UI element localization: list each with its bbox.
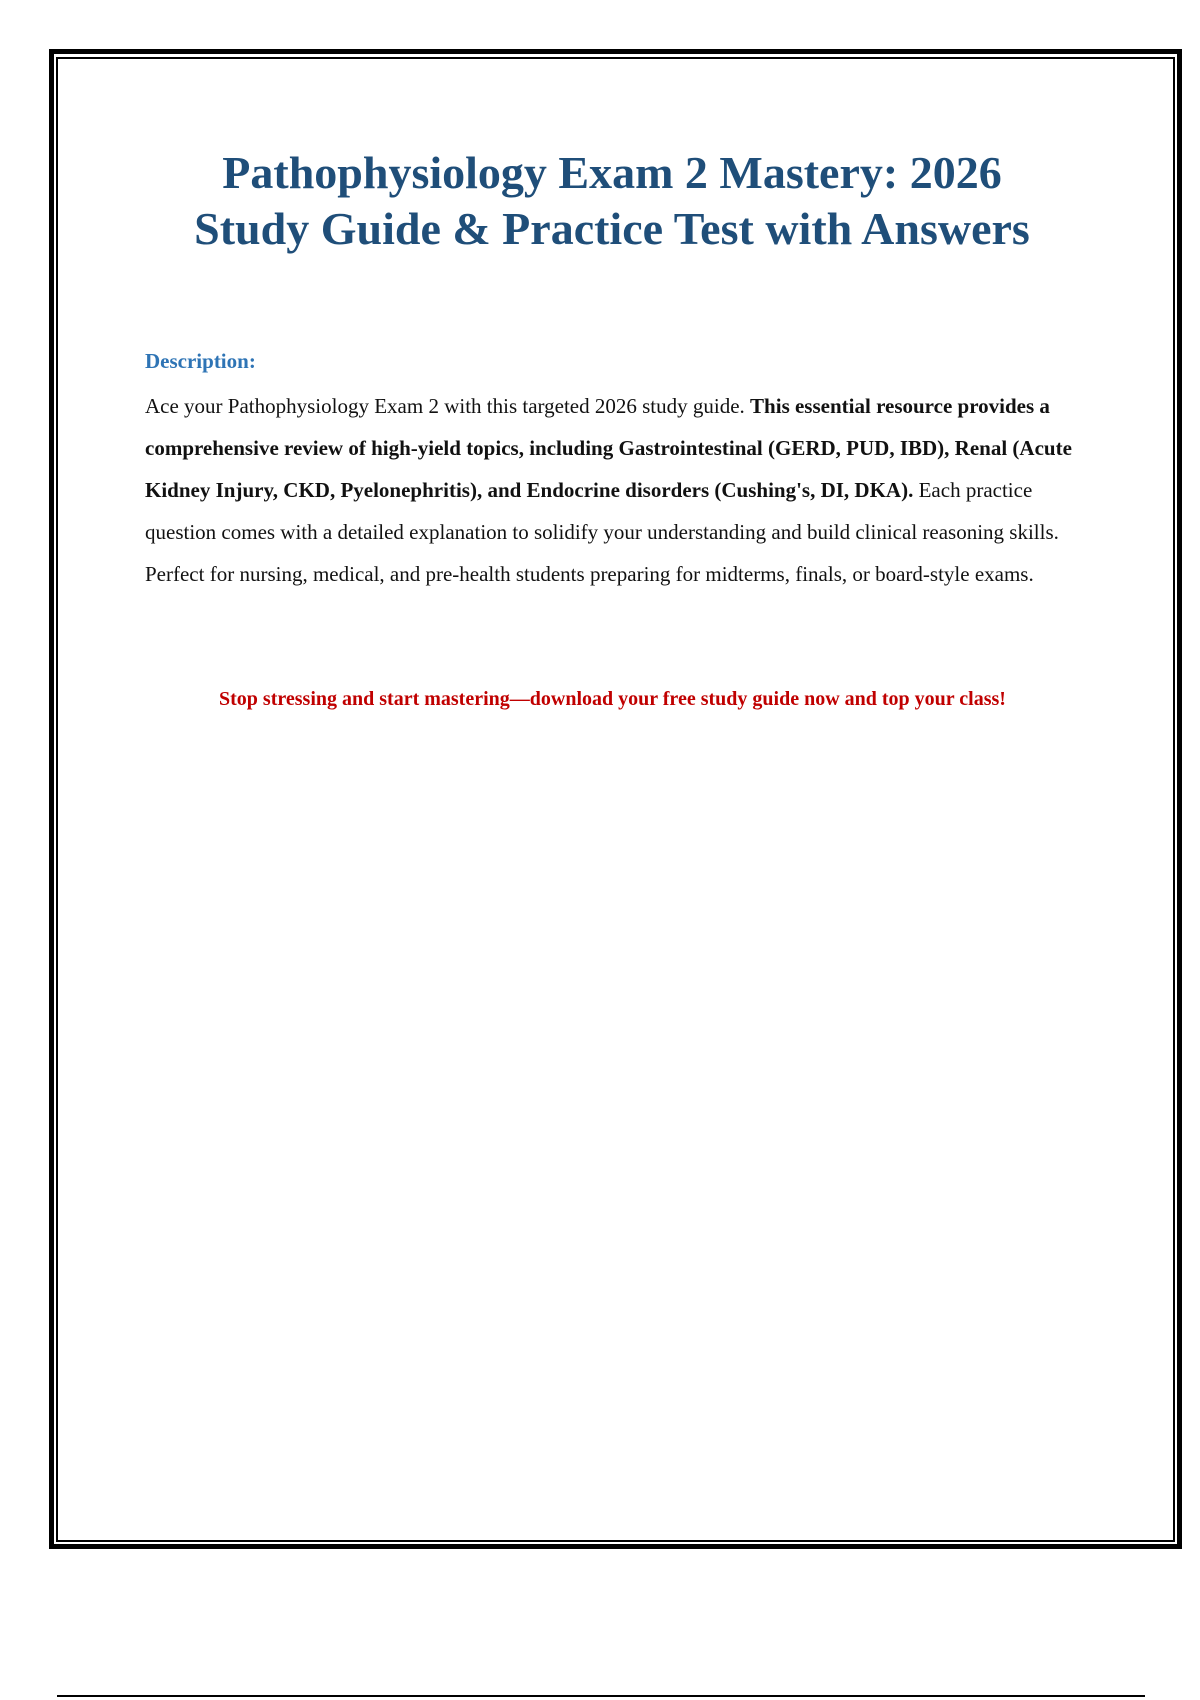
description-label: Description: bbox=[145, 349, 256, 373]
description-intro: Ace your Pathophysiology Exam 2 with this targeted 2026 study guide. bbox=[145, 394, 751, 418]
document-title bbox=[137, 145, 1087, 257]
title-line-1: Pathophysiology Exam 2 Mastery: 2026 bbox=[222, 147, 1002, 198]
title-line-2: Study Guide & Practice Test with Answers bbox=[194, 203, 1030, 254]
description-highlight: This essential resource provides a comprehensive review of high-yield topics, including Gastrointestinal (GERD, PUD, IBD), Renal (Acute Kidney Injury, CKD, Pyelonephritis), and Endocrine disorders (Cushing's, DI, DKA). bbox=[145, 394, 1072, 502]
page-content bbox=[145, 145, 1080, 713]
footer-divider bbox=[57, 1695, 1145, 1697]
description-paragraph bbox=[145, 385, 1080, 595]
description-details: Each practice question comes with a detailed explanation to solidify your understanding and build clinical reasoning skills. Perfect for nursing, medical, and pre-health students preparing for midterms, finals, or board-style exams. bbox=[145, 478, 1059, 586]
call-to-action: Stop stressing and start mastering—download your free study guide now and top your class! bbox=[219, 688, 1006, 710]
